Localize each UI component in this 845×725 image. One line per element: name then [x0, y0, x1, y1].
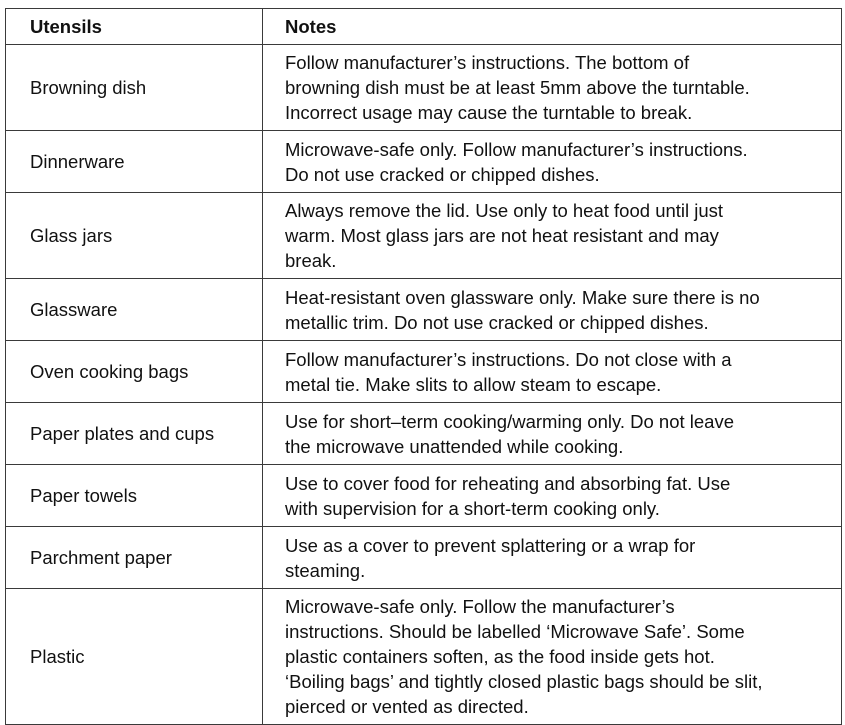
table-row	[6, 527, 842, 589]
utensils-table	[5, 8, 842, 725]
utensil-name: Dinnerware	[6, 131, 263, 193]
notes-line: warm. Most glass jars are not heat resistant and may	[285, 225, 719, 246]
table-row	[6, 465, 842, 527]
notes-line: steaming.	[285, 559, 366, 581]
notes-line: with supervision for a short-term cooking only.	[285, 497, 660, 519]
notes-line: metallic trim. Do not use cracked or chipped dishes.	[285, 311, 709, 333]
notes-line: plastic containers soften, as the food inside gets hot.	[285, 646, 715, 667]
utensil-notes	[263, 341, 842, 403]
notes-line: Follow manufacturer’s instructions. The bottom of	[285, 52, 690, 73]
utensil-name: Glassware	[6, 279, 263, 341]
utensil-notes	[263, 527, 842, 589]
utensil-notes	[263, 279, 842, 341]
notes-line: Heat-resistant oven glassware only. Make sure there is no	[285, 286, 760, 308]
notes-line: Use for short–term cooking/warming only. Do not leave	[285, 410, 734, 432]
notes-line: instructions. Should be labelled ‘Microwave Safe’. Some	[285, 621, 745, 642]
utensil-notes	[263, 465, 842, 527]
table-row	[6, 403, 842, 465]
notes-line: Microwave-safe only. Follow manufacturer’s instructions.	[285, 138, 748, 160]
notes-line: Use to cover food for reheating and absorbing fat. Use	[285, 472, 731, 494]
utensil-name: Browning dish	[6, 45, 263, 131]
notes-line: Incorrect usage may cause the turntable to break.	[285, 102, 693, 123]
utensil-name: Glass jars	[6, 193, 263, 279]
notes-line: Always remove the lid. Use only to heat food until just	[285, 200, 724, 221]
utensil-name: Paper plates and cups	[6, 403, 263, 465]
notes-line: Use as a cover to prevent splattering or a wrap for	[285, 534, 696, 556]
notes-line: Do not use cracked or chipped dishes.	[285, 163, 600, 185]
utensil-notes	[263, 403, 842, 465]
utensil-notes	[263, 131, 842, 193]
table-row	[6, 193, 842, 279]
table-row	[6, 279, 842, 341]
notes-line: browning dish must be at least 5mm above the turntable.	[285, 77, 750, 98]
table-row	[6, 131, 842, 193]
header-notes: Notes	[263, 9, 842, 45]
utensil-notes	[263, 45, 842, 131]
table-row	[6, 341, 842, 403]
header-row	[6, 9, 842, 45]
utensil-name: Paper towels	[6, 465, 263, 527]
notes-line: Follow manufacturer’s instructions. Do not close with a	[285, 348, 732, 370]
utensil-name: Parchment paper	[6, 527, 263, 589]
notes-line: metal tie. Make slits to allow steam to escape.	[285, 373, 662, 395]
notes-line: the microwave unattended while cooking.	[285, 435, 624, 457]
utensil-notes	[263, 589, 842, 725]
notes-line: ‘Boiling bags’ and tightly closed plastic bags should be slit,	[285, 671, 763, 692]
notes-line: break.	[285, 250, 337, 271]
notes-line: pierced or vented as directed.	[285, 696, 529, 717]
utensil-name: Plastic	[6, 589, 263, 725]
header-utensils: Utensils	[6, 9, 263, 45]
table-row	[6, 589, 842, 725]
notes-line: Microwave-safe only. Follow the manufacturer’s	[285, 596, 675, 617]
utensil-notes	[263, 193, 842, 279]
table-row	[6, 45, 842, 131]
utensil-name: Oven cooking bags	[6, 341, 263, 403]
